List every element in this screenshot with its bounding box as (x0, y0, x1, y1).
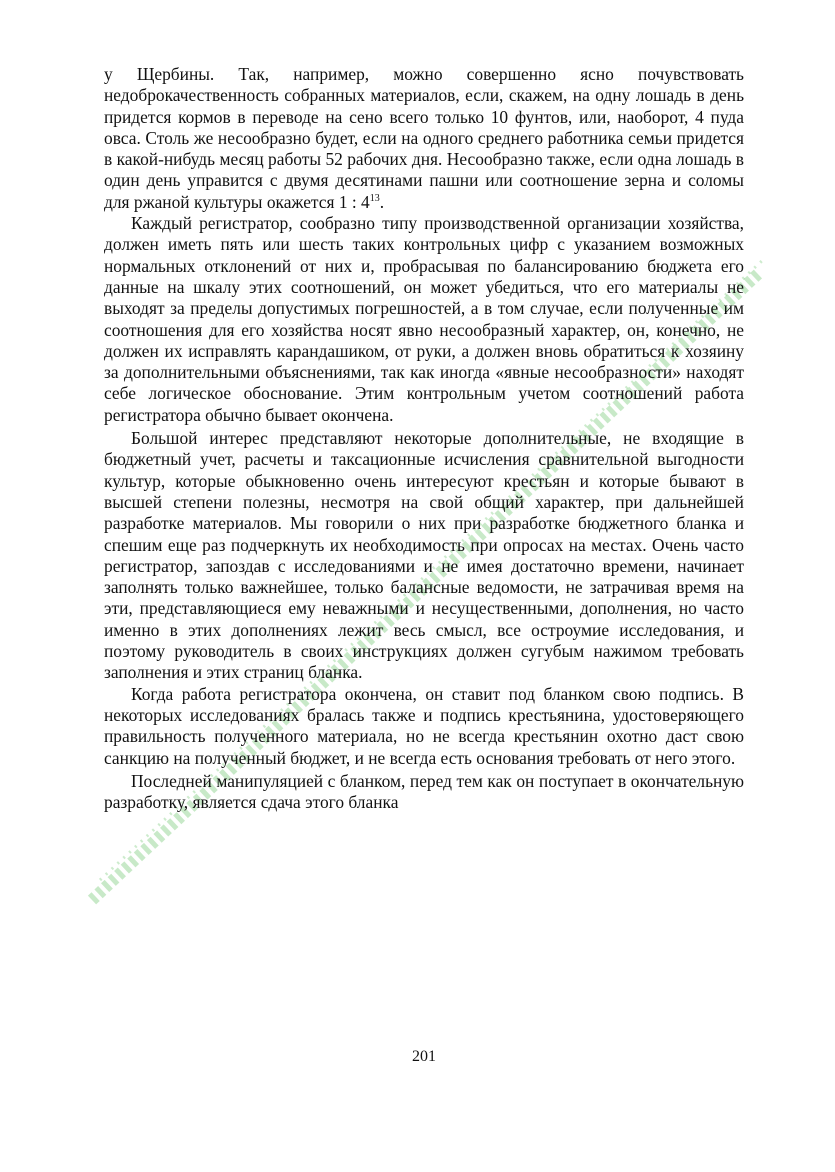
paragraph-1-tail: . (379, 191, 385, 212)
paragraph-1-text: у Щербины. Так, например, можно совершенно ясно почувствовать недоброкачественность собранных материалов, если, скажем, на одну лошадь в день придется кормов в переводе на сено всего только 10 фунтов, или, наоборот, 4 пуда овса. Столь же несообразно будет, если на одного среднего работника семьи придется в какой-нибудь месяц работы 52 рабочих дня. Несообразно также, если одна лошадь в один день управится с двумя десятинами пашни или соотношение зерна и соломы для ржаной культуры окажется 1 : 4 (104, 64, 744, 212)
paragraph-2: Каждый регистратор, сообразно типу производственной организации хозяйства, должен иметь пять или шесть таких контрольных цифр с указанием возможных нормальных отклонений от них и, пробрасывая по балансированию бюджета его данные на шкалу этих соотношений, он может убедиться, что его материалы не выходят за пределы допустимых погрешностей, а в том случае, если полученные им соотношения для его хозяйства носят явно несообразный характер, он, конечно, не должен их исправлять карандашиком, от руки, а должен вновь обратиться к хозяину за дополнительными объяснениями, так как иногда «явные несообразности» находят себе логическое обоснование. Этим контрольным учетом соотношений работа регистратора обычно бывает окончена. (104, 213, 744, 425)
paragraph-5: Последней манипуляцией с бланком, перед тем как он поступает в окончательную разработку, является сдача этого бланка (104, 770, 744, 813)
paragraph-3: Большой интерес представляют некоторые дополнительные, не входящие в бюджетный учет, расчеты и таксационные исчисления сравнительной выгодности культур, которые обыкновенно очень интересуют крестьян и которые бывают в высшей степени полезны, несмотря на свой общий характер, при дальнейшей разработке материалов. Мы говорили о них при разработке бюджетного бланка и спешим еще раз подчеркнуть их необходимость при опросах на местах. Очень часто регистратор, запоздав с исследованиями и не имея достаточно времени, начинает заполнять только важнейшее, только балансные ведомости, не затрачивая время на эти, представляющиеся ему неважными и несущественными, дополнения, но часто именно в этих дополнениях лежит весь смысл, все остроумие исследования, и поэтому руководитель в своих инструкциях должен сугубым нажимом требовать заполнения и этих страниц бланка. (104, 428, 744, 683)
footnote-ref[interactable]: 13 (369, 192, 380, 204)
paragraph-1 (104, 64, 744, 213)
paragraph-4: Когда работа регистратора окончена, он ставит под бланком свою подпись. В некоторых исследованиях бралась также и подпись крестьянина, удостоверяющего правильность полученного материала, но не всегда крестьянин охотно даст свою санкцию на полученный бюджет, и не всегда есть основания требовать от него этого. (104, 683, 744, 768)
document-page (104, 64, 744, 1144)
page-number: 201 (412, 1048, 436, 1065)
text-column (104, 64, 744, 813)
